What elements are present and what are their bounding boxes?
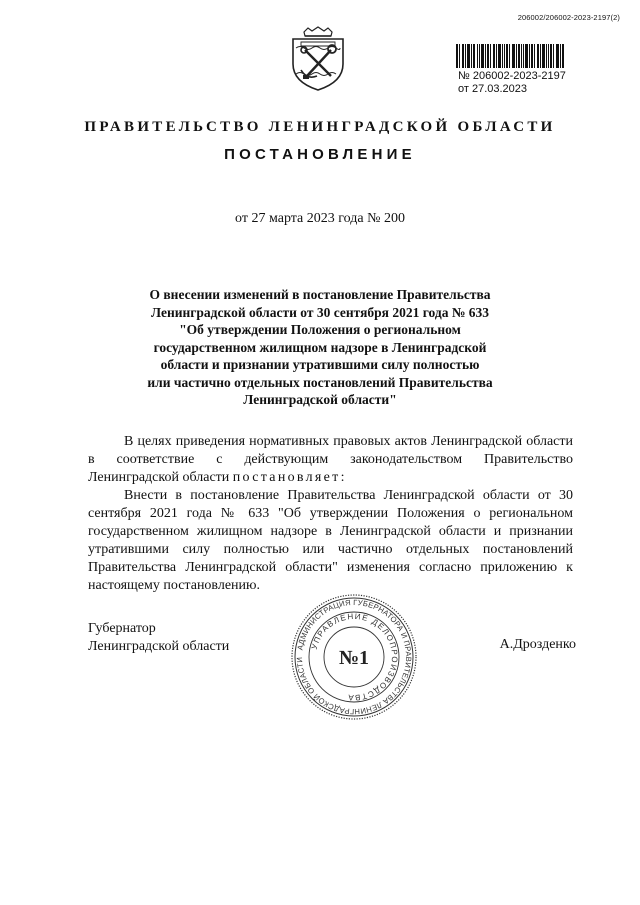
registration-date: от 27.03.2023 [458,83,528,95]
title-line: области и признании утратившими силу полностью [160,357,480,372]
title-line: "Об утверждении Положения о региональном [179,322,461,337]
signatory-title: Губернатор [88,621,156,636]
coat-of-arms-icon [285,26,351,92]
operative-paragraph: Внести в постановление Правительства Ленинградской области от 30 сентября 2021 года № 633 "Об утверждении Положения о региональном государственном жилищном надзоре в Ленинградской области и признании утратившими силу полностью или частично отдельных постановлений Правительства Ленинградской области" изменения согласно приложению к настоящему постановлению. [88,488,573,593]
title-line: О внесении изменений в постановление Правительства [149,287,491,302]
signatory-region: Ленинградской области [88,639,230,654]
decree-title [120,286,520,409]
government-name: ПРАВИТЕЛЬСТВО ЛЕНИНГРАДСКОЙ ОБЛАСТИ [84,119,556,135]
document-type: ПОСТАНОВЛЕНИЕ [224,146,416,163]
registration-number: № 206002-2023-2197 [458,70,566,82]
signatory-position [88,620,229,656]
barcode-icon [456,44,564,68]
decree-date-number: от 27 марта 2023 года № 200 [235,211,405,226]
decree-body [88,433,573,595]
title-line: Ленинградской области от 30 сентября 2021 года № 633 [150,304,490,320]
document-number-top: 206002/206002-2023-2197(2) [517,13,620,22]
official-stamp-icon [290,593,418,721]
stamp-ring-text: АДМИНИСТРАЦИЯ ГУБЕРНАТОРА И ПРАВИТЕЛЬСТВА ЛЕНИНГРАДСКОЙ ОБЛАСТИ [294,597,414,717]
decree-keyword: постановляет: [232,470,347,485]
preamble-text: В целях приведения нормативных правовых актов Ленинградской области в соответствие с действующим законодательством Правительство Ленинградской области [88,434,573,485]
title-line: государственном жилищном надзоре в Ленинградской [153,339,487,355]
title-line: Ленинградской области" [243,392,397,407]
stamp-center-number: №1 [338,647,370,669]
preamble-paragraph [88,433,573,487]
signatory-name: А.Дрозденко [499,637,576,652]
registration-block [458,70,566,96]
stamp-inner-text: УПРАВЛЕНИЕ ДЕЛОПРОИЗВОДСТВА [309,611,400,703]
title-line: или частично отдельных постановлений Правительства [147,374,493,390]
